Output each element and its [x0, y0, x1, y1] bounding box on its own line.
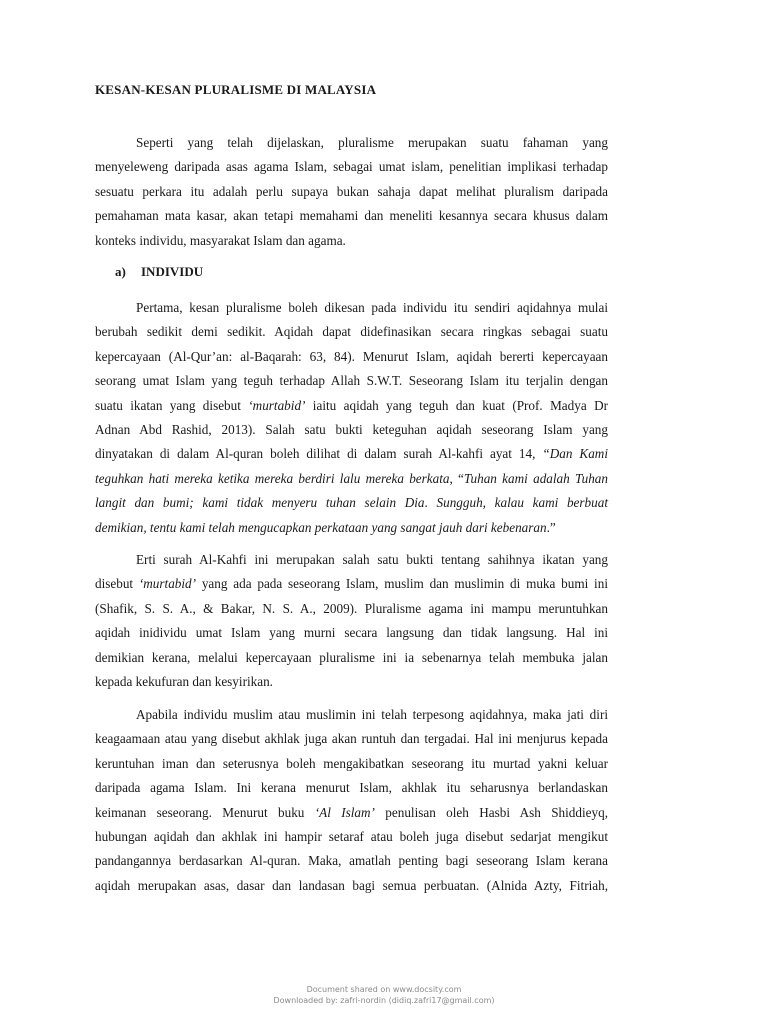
text-line: seorang umat Islam yang teguh terhadap Allah S.W.T. Seseorang Islam itu terjalin dengan: [95, 373, 608, 389]
text-line: Erti surah Al-Kahfi ini merupakan salah satu bukti tentang sahihnya ikatan yang: [136, 552, 608, 567]
text-line: [95, 442, 608, 466]
text-run: iaitu aqidah yang teguh dan kuat (Prof. Madya Dr: [305, 397, 608, 413]
text-line: berubah sedikit demi sedikit. Aqidah dapat didefinasikan secara ringkas sebagai suatu: [95, 324, 608, 340]
text-line: [95, 491, 608, 515]
text-line: pandangannya berdasarkan Al-quran. Maka, amatlah penting bagi seseorang Islam kerana: [95, 853, 608, 869]
text-line: menyeleweng daripada asas agama Islam, sebagai umat islam, penelitian implikasi terhadap: [95, 159, 608, 175]
section-marker: a): [115, 264, 126, 279]
text-run: , “: [449, 470, 464, 486]
text-line: kepada kekufuran dan kesyirikan.: [95, 674, 273, 690]
text-run: .”: [546, 519, 556, 535]
italic-quote: demikian, tentu kami telah mengucapkan perkataan yang sangat jauh dari kebenaran: [95, 519, 547, 535]
section-label: INDIVIDU: [141, 264, 204, 279]
text-line: keagaamaan atau yang disebut akhlak juga akan runtuh dan tergadai. Hal ini menjurus kepada: [95, 731, 608, 747]
text-line: demikian kerana, melalui kepercayaan pluralisme ini ia sebenarnya telah membuka jalan: [95, 649, 608, 665]
text-line: hubungan aqidah dan akhlak ini hampir setaraf atau boleh juga disebut sedarjat mengikut: [95, 829, 608, 845]
paragraph-3: [95, 703, 608, 898]
page-footer: [0, 984, 768, 1006]
text-line: aqidah inidividu umat Islam yang murni secara langsung dan tidak langsung. Hal ini: [95, 625, 608, 641]
text-run: penulisan oleh Hasbi Ash Shiddieyq,: [374, 804, 608, 820]
text-run: suatu ikatan yang disebut: [95, 397, 249, 413]
italic-quote: langit dan bumi; kami tidak menyeru tuhan selain Dia: [95, 495, 425, 511]
text-run: disebut: [95, 576, 139, 592]
text-line: Adnan Abd Rashid, 2013). Salah satu bukti keteguhan aqidah seseorang Islam yang: [95, 422, 608, 438]
text-run: dinyatakan di dalam Al-quran boleh dilihat di dalam surah Al-kahfi ayat 14,: [95, 446, 543, 462]
italic-quote: Sungguh, kalau kami berbuat: [436, 495, 608, 511]
text-line: sesuatu perkara itu adalah perlu supaya bukan sahaja dapat melihat pluralism daripada: [95, 183, 608, 199]
paragraph-2: [95, 548, 608, 694]
italic-term: ‘murtabid’: [248, 397, 306, 413]
text-line: pemahaman mata kasar, akan tetapi memahami dan meneliti kesannya secara khusus dalam: [95, 208, 608, 224]
text-run: yang ada pada seseorang Islam, muslim dan muslimin di muka bumi ini: [196, 576, 608, 592]
text-run: .: [424, 495, 437, 511]
text-line: [95, 572, 608, 596]
italic-quote: Tuhan kami adalah Tuhan: [463, 470, 608, 486]
section-heading-individu: [115, 264, 203, 280]
text-line: [95, 394, 608, 418]
text-run: keimanan seseorang. Menurut buku: [95, 804, 315, 820]
italic-quote: “Dan Kami: [542, 446, 608, 462]
intro-paragraph: [95, 131, 608, 253]
text-line: daripada agama Islam. Ini kerana menurut Islam, akhlak itu seharusnya berlandaskan: [95, 780, 608, 796]
italic-term: ‘murtabid’: [138, 576, 197, 592]
text-line: kepercayaan (Al-Qur’an: al-Baqarah: 63, 84). Menurut Islam, aqidah bererti kepercayaan: [95, 348, 608, 364]
footer-shared-line: Document shared on www.docsity.com: [306, 985, 462, 994]
text-line: [95, 801, 608, 825]
text-line: (Shafik, S. S. A., & Bakar, N. S. A., 2009). Pluralisme agama ini mampu meruntuhkan: [95, 600, 608, 616]
text-line: konteks individu, masyarakat Islam dan agama.: [95, 232, 346, 248]
italic-term: ‘Al Islam’: [314, 804, 375, 820]
paragraph-1: [95, 296, 608, 540]
text-line: [95, 516, 608, 540]
document-title: KESAN-KESAN PLURALISME DI MALAYSIA: [95, 82, 377, 97]
text-line: keruntuhan iman dan seterusnya boleh mengakibatkan seseorang itu murtad yakni keluar: [95, 755, 608, 771]
footer-downloaded-line: Downloaded by: zafri-nordin (didiq.zafri17@gmail.com): [273, 996, 495, 1005]
text-line: Seperti yang telah dijelaskan, pluralisme merupakan suatu fahaman yang: [136, 135, 608, 150]
text-line: aqidah merupakan asas, dasar dan landasan bagi semua perbuatan. (Alnida Azty, Fitriah,: [95, 877, 608, 893]
text-line: Pertama, kesan pluralisme boleh dikesan pada individu itu sendiri aqidahnya mulai: [136, 300, 608, 315]
italic-quote: teguhkan hati mereka ketika mereka berdiri lalu mereka berkata: [95, 470, 450, 486]
text-line: [95, 467, 608, 491]
text-line: Apabila individu muslim atau muslimin ini telah terpesong aqidahnya, maka jati diri: [136, 707, 608, 722]
